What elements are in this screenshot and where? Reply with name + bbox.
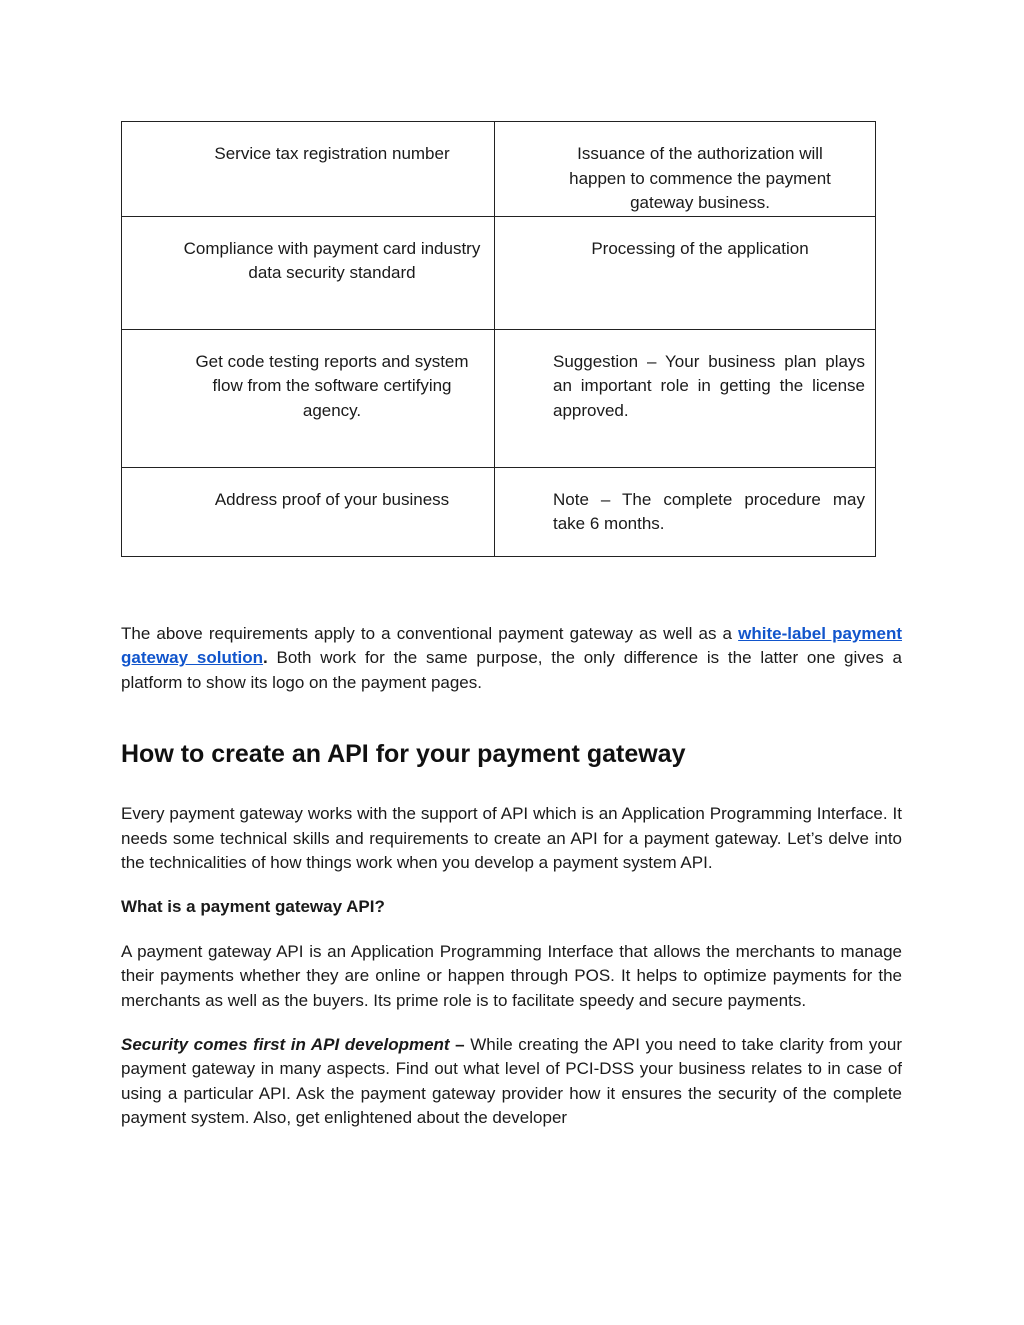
table-row: [122, 122, 876, 217]
table-cell-right: [495, 467, 876, 556]
cell-text: Issuance of the authorization will happen to commence the payment gateway business.: [569, 144, 831, 212]
requirements-table: [121, 121, 876, 557]
table-cell-right: [495, 329, 876, 467]
definition-paragraph: A payment gateway API is an Application Programming Interface that allows the merchants to manage their payments whether they are online or happen through POS. It helps to optimize payments for the merchants as well as the buyers. Its prime role is to facilitate speedy and secure payments.: [121, 941, 902, 1010]
security-text: While creating the API you need to take clarity from your payment gateway in many aspects. Find out what level of PCI-DSS your business relates to in case of using a particular API. Ask the payment gateway provider how it ensures the security of the complete payment system. Also, get enlightened about the developer: [121, 1035, 902, 1128]
security-paragraph: [121, 1033, 902, 1131]
table-cell-left: [122, 329, 495, 467]
table-row: [122, 467, 876, 556]
security-lead: Security comes first in API development: [121, 1035, 450, 1055]
intro-paragraph: Every payment gateway works with the support of API which is an Application Programming Interface. It needs some technical skills and requirements to create an API for a payment gateway. Let’s delve into the technicalities of how things work when you develop a payment system API.: [121, 804, 902, 873]
table-row: [122, 329, 876, 467]
table-cell-right: [495, 216, 876, 329]
white-label-gateway-link[interactable]: white-label payment gateway solution: [121, 624, 902, 668]
table-cell-left: [122, 216, 495, 329]
cell-text: Service tax registration number: [214, 144, 450, 163]
period: .: [262, 648, 268, 668]
cell-text: Get code testing reports and system flow from the software certifying agency.: [195, 351, 469, 420]
section-heading: How to create an API for your payment gateway: [121, 740, 686, 769]
security-dash: –: [449, 1035, 465, 1055]
table-cell-left: [122, 467, 495, 556]
table-row: [122, 216, 876, 329]
article-body: [121, 622, 902, 1131]
table-cell-right: [495, 122, 876, 217]
requirements-summary-paragraph: [121, 622, 902, 695]
cell-text: Note – The complete procedure may take 6 months.: [553, 489, 865, 533]
paragraph-text: Both work for the same purpose, the only difference is the latter one gives a platform to show its logo on the payment pages.: [121, 648, 902, 692]
table-cell-left: [122, 122, 495, 217]
cell-text: Address proof of your business: [214, 489, 450, 509]
cell-text: Suggestion – Your business plan plays an important role in getting the license approved.: [553, 351, 865, 420]
sub-heading: What is a payment gateway API?: [121, 897, 385, 917]
cell-text: Processing of the application: [591, 238, 809, 258]
cell-text: Compliance with payment card industry data security standard: [183, 238, 481, 282]
paragraph-text: The above requirements apply to a conventional payment gateway as well as a: [121, 624, 739, 643]
